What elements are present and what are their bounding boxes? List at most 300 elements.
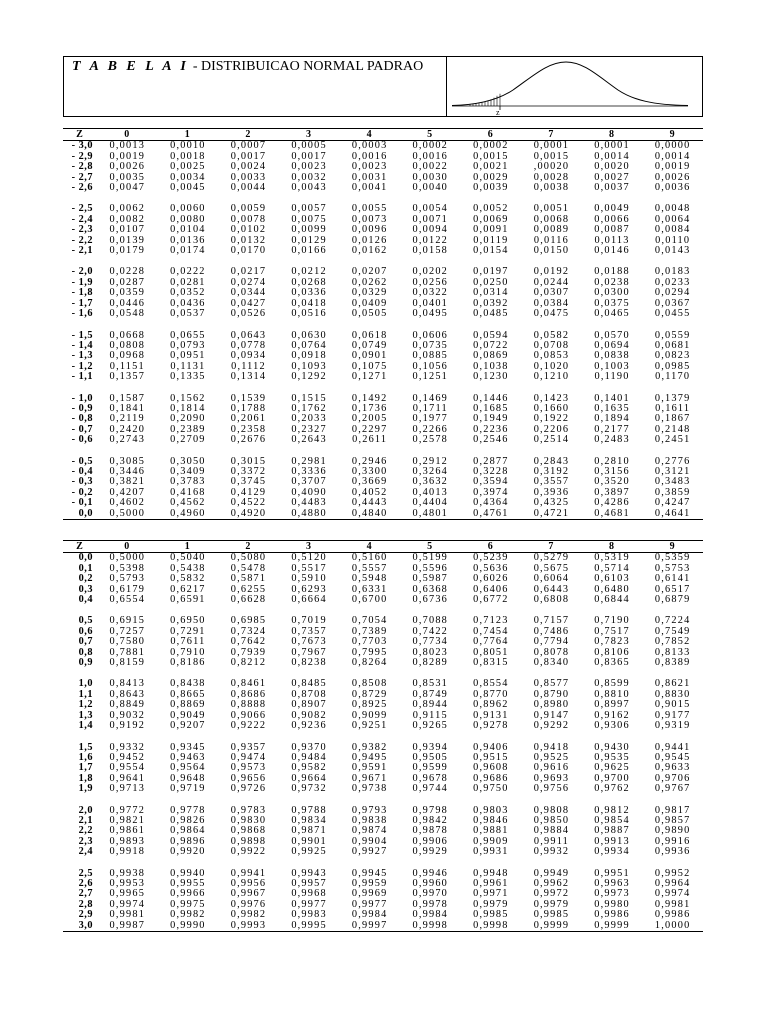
probability-cell: 0,0001 (594, 140, 630, 152)
probability-cell: 0,9998 (461, 921, 522, 932)
probability-cell: 0,5040 (170, 552, 206, 564)
probability-cell: 0,2810 (594, 455, 630, 467)
probability-cell: 0,9887 (594, 825, 630, 837)
probability-cell: 0,0418 (291, 297, 327, 309)
probability-cell: 0,9817 (654, 804, 691, 816)
probability-cell: 0,9931 (473, 846, 509, 858)
probability-cell: 0,0250 (473, 276, 509, 288)
probability-cell: 0,9706 (654, 772, 691, 784)
probability-cell: 0,9591 (351, 762, 388, 774)
z-value-cell: 1,2 (78, 699, 93, 711)
probability-cell: 0,2643 (291, 434, 327, 446)
probability-cell: 0,2709 (170, 434, 206, 446)
probability-cell: 0,9783 (230, 804, 267, 816)
probability-cell: 0,5080 (230, 552, 267, 564)
probability-cell: 0,9970 (412, 888, 449, 900)
probability-cell: 0,9616 (533, 762, 570, 774)
z-value-cell: 2,1 (78, 814, 93, 826)
probability-cell: 0,0016 (351, 150, 388, 162)
probability-cell: 0,1446 (473, 392, 509, 404)
z-value-cell: 1,4 (78, 720, 93, 732)
probability-cell: 0,9162 (594, 709, 630, 721)
probability-cell: 0,0174 (170, 245, 206, 257)
probability-cell: 0,0778 (230, 339, 267, 351)
probability-cell: 0,9945 (351, 867, 388, 879)
group-spacer (63, 732, 703, 743)
probability-cell: 0,0853 (533, 350, 570, 362)
probability-cell: 0,0034 (170, 171, 206, 183)
col-header-3: 3 (279, 541, 340, 553)
probability-cell: 0,4761 (461, 509, 522, 520)
probability-cell: 0,7291 (170, 625, 206, 637)
probability-cell: 0,1020 (533, 360, 570, 372)
probability-cell: 0,6217 (170, 583, 206, 595)
probability-cell: 0,9292 (533, 720, 570, 732)
probability-cell: 0,6406 (473, 583, 509, 595)
probability-cell: 0,9345 (170, 741, 206, 753)
probability-cell: 0,6103 (594, 573, 630, 585)
probability-cell: 0,9918 (109, 846, 146, 858)
probability-cell: 0,7910 (170, 646, 206, 658)
col-header-2: 2 (218, 129, 279, 141)
probability-cell: 0,5120 (291, 552, 327, 564)
probability-cell: 0,4404 (412, 497, 449, 509)
probability-cell: 0,9608 (473, 762, 509, 774)
probability-cell: 0,0823 (654, 350, 691, 362)
probability-cell: 0,0359 (109, 287, 146, 299)
probability-cell: 0,7673 (291, 636, 327, 648)
probability-cell: 0,9452 (109, 751, 146, 763)
probability-cell: 0,9995 (279, 921, 340, 932)
probability-cell: 0,3264 (412, 465, 449, 477)
probability-cell: 0,0409 (351, 297, 388, 309)
probability-cell: 0,0043 (291, 182, 327, 194)
probability-cell: 0,0020 (594, 161, 630, 173)
z-value-cell: - 1,9 (71, 276, 93, 288)
probability-cell: 0,0107 (109, 224, 146, 236)
probability-cell: 0,7852 (654, 636, 691, 648)
col-header-8: 8 (582, 129, 643, 141)
probability-cell: 0,0694 (594, 339, 630, 351)
probability-cell: 0,2514 (533, 434, 570, 446)
probability-cell: 0,9896 (170, 835, 206, 847)
probability-cell: 0,6700 (351, 594, 388, 606)
probability-cell: 0,9251 (351, 720, 388, 732)
z-value-cell: - 2,0 (71, 266, 93, 278)
probability-cell: 0,6179 (109, 583, 146, 595)
probability-cell: 0,5675 (533, 562, 570, 574)
probability-cell: 0,4168 (170, 486, 206, 498)
probability-cell: 0,0268 (291, 276, 327, 288)
probability-cell: 0,0985 (654, 360, 691, 372)
probability-cell: 0,7019 (291, 615, 327, 627)
probability-cell: 0,2981 (291, 455, 327, 467)
probability-cell: 0,0582 (533, 329, 570, 341)
probability-cell: 0,9648 (170, 772, 206, 784)
probability-cell: 0,9977 (351, 898, 388, 910)
probability-cell: 0,9177 (654, 709, 691, 721)
probability-cell: 0,9207 (170, 720, 206, 732)
probability-cell: 0,1401 (594, 392, 630, 404)
probability-cell: 0,2912 (412, 455, 449, 467)
positive-z-table (63, 540, 703, 932)
probability-cell: 0,0722 (473, 339, 509, 351)
table-row (63, 721, 703, 731)
probability-cell: 0,0044 (230, 182, 267, 194)
probability-cell: 0,0708 (533, 339, 570, 351)
probability-cell: 0,9890 (654, 825, 691, 837)
probability-cell: 0,0735 (412, 339, 449, 351)
probability-cell: 0,0019 (654, 161, 691, 173)
z-value-cell: 1,1 (78, 688, 93, 700)
z-value-cell: 0,2 (78, 573, 93, 585)
probability-cell: 0,1230 (473, 371, 509, 383)
group-spacer (63, 795, 703, 806)
probability-cell: 0,0352 (170, 287, 206, 299)
probability-cell: 0,0274 (230, 276, 267, 288)
positive-z-rows (63, 553, 703, 932)
probability-cell: 0,1922 (533, 413, 570, 425)
probability-cell: 0,9564 (170, 762, 206, 774)
probability-cell: 0,0427 (230, 297, 267, 309)
probability-cell: 0,8413 (109, 678, 146, 690)
probability-cell: 0,7054 (351, 615, 388, 627)
probability-cell: 0,0594 (473, 329, 509, 341)
probability-cell: 0,9974 (109, 898, 146, 910)
probability-cell: 0,8944 (412, 699, 449, 711)
probability-cell: 0,9906 (412, 835, 449, 847)
probability-cell: 0,8665 (170, 688, 206, 700)
probability-cell: 0,7995 (351, 646, 388, 658)
probability-cell: 0,5000 (97, 509, 158, 520)
probability-cell: 0,9441 (654, 741, 691, 753)
probability-cell: 0,6985 (230, 615, 267, 627)
probability-cell: 0,9904 (351, 835, 388, 847)
probability-cell: 0,0025 (170, 161, 206, 173)
probability-cell: 0,9997 (339, 921, 400, 932)
table-row (63, 658, 703, 668)
probability-cell: 0,1271 (351, 371, 388, 383)
z-value-cell: - 0,6 (71, 434, 93, 446)
probability-cell: 0,0038 (533, 182, 570, 194)
probability-cell: 0,7580 (109, 636, 146, 648)
z-value-cell: - 2,9 (71, 150, 93, 162)
probability-cell: 0,4602 (109, 497, 146, 509)
probability-cell: 0,0150 (533, 245, 570, 257)
probability-cell: 0,0143 (654, 245, 691, 257)
probability-cell: 0,9850 (533, 814, 570, 826)
probability-cell: 0,5517 (291, 562, 327, 574)
probability-cell: 0,0132 (230, 234, 267, 246)
probability-cell: 0,2877 (473, 455, 509, 467)
probability-cell: 0,0051 (533, 203, 570, 215)
probability-cell: 0,0016 (412, 150, 449, 162)
probability-cell: 0,9726 (230, 783, 267, 795)
probability-cell: 0,1379 (654, 392, 691, 404)
probability-cell: 0,8238 (291, 657, 327, 669)
probability-cell: 0,5239 (473, 552, 509, 564)
probability-cell: 0,4562 (170, 497, 206, 509)
probability-cell: 0,8790 (533, 688, 570, 700)
probability-cell: 0,9975 (170, 898, 206, 910)
probability-cell: 0,1170 (655, 371, 691, 383)
probability-cell: 0,3859 (654, 486, 691, 498)
z-value-cell: 2,3 (78, 835, 93, 847)
z-value-cell: 0,3 (78, 583, 93, 595)
probability-cell: 0,7324 (230, 625, 267, 637)
probability-cell: 0,7764 (473, 636, 509, 648)
probability-cell: 0,2297 (351, 423, 388, 435)
probability-cell: 0,0436 (170, 297, 206, 309)
probability-cell: 0,3050 (170, 455, 206, 467)
probability-cell: 0,0010 (170, 140, 206, 152)
probability-cell: 0,9971 (473, 888, 509, 900)
z-value-cell: 0,0 (78, 552, 93, 564)
probability-cell: 0,9319 (654, 720, 691, 732)
probability-cell: 0,8869 (170, 699, 206, 711)
probability-cell: 0,4013 (412, 486, 449, 498)
probability-cell: 0,7611 (170, 636, 206, 648)
probability-cell: 0,1251 (412, 371, 449, 383)
probability-cell: 0,0367 (654, 297, 691, 309)
z-value-cell: 1,5 (78, 741, 93, 753)
probability-cell: 0,9969 (351, 888, 388, 900)
probability-cell: 0,1292 (291, 371, 327, 383)
probability-cell: 0,9985 (533, 909, 570, 921)
probability-cell: 0,4641 (642, 509, 703, 520)
probability-cell: 0,9864 (170, 825, 206, 837)
probability-cell: 0,9932 (533, 846, 570, 858)
probability-cell: 0,5199 (412, 552, 449, 564)
probability-cell: 0,5871 (230, 573, 267, 585)
probability-cell: 0,6331 (351, 583, 388, 595)
probability-cell: 0,4247 (654, 497, 691, 509)
probability-cell: 0,2389 (170, 423, 206, 435)
probability-cell: 0,8770 (473, 688, 509, 700)
probability-cell: 0,9965 (109, 888, 146, 900)
spacer-cell (63, 383, 703, 394)
probability-cell: 0,0281 (170, 276, 206, 288)
z-value-cell: 0,4 (78, 594, 93, 606)
probability-cell: 0,0170 (230, 245, 267, 257)
probability-cell: 0,0222 (170, 266, 206, 278)
probability-cell: 0,0054 (412, 203, 449, 215)
probability-cell: 0,0262 (351, 276, 388, 288)
probability-cell: 0,0505 (351, 308, 388, 320)
probability-cell: 0,9808 (533, 804, 570, 816)
probability-cell: 0,0129 (291, 234, 327, 246)
probability-cell: 0,5714 (594, 562, 630, 574)
probability-cell: 0,0793 (170, 339, 206, 351)
probability-cell: 0,0212 (291, 266, 327, 278)
probability-cell: 0,9977 (291, 898, 327, 910)
probability-cell: 0,0179 (109, 245, 146, 257)
probability-cell: 0,5398 (109, 562, 146, 574)
probability-cell: 0,9573 (230, 762, 267, 774)
probability-cell: 0,2843 (533, 455, 570, 467)
z-value-cell: - 1,4 (71, 339, 93, 351)
probability-cell: 0,9750 (473, 783, 509, 795)
probability-cell: 0,7703 (351, 636, 388, 648)
probability-cell: 0,9909 (473, 835, 509, 847)
z-value-cell: 2,6 (78, 877, 93, 889)
probability-cell: 0,6026 (473, 573, 509, 585)
probability-cell: 0,9686 (473, 772, 509, 784)
probability-cell: 0,3783 (170, 476, 206, 488)
probability-cell: 0,9738 (351, 783, 388, 795)
probability-cell: 0,2005 (351, 413, 388, 425)
probability-cell: 0,0018 (170, 150, 206, 162)
z-value-cell: - 2,7 (71, 171, 93, 183)
probability-cell: 0,9936 (654, 846, 691, 858)
probability-cell: 0,0021 (473, 161, 509, 173)
probability-cell: 0,0207 (351, 266, 388, 278)
probability-cell: 0,0606 (412, 329, 449, 341)
probability-cell: 0,0559 (654, 329, 691, 341)
probability-cell: 0,9762 (594, 783, 630, 795)
probability-cell: 0,0030 (412, 171, 449, 183)
z-value-cell: - 2,2 (71, 234, 93, 246)
probability-cell: 0,6064 (533, 573, 570, 585)
column-header-row (63, 541, 703, 553)
z-value-cell: 0,6 (78, 625, 93, 637)
z-value-cell: - 0,2 (71, 486, 93, 498)
column-header-row (63, 129, 703, 141)
z-value-cell: - 1,3 (71, 350, 93, 362)
probability-cell: 0,0485 (473, 308, 509, 320)
probability-cell: 0,9788 (291, 804, 327, 816)
probability-cell: 0,9986 (594, 909, 630, 921)
probability-cell: 0,7823 (594, 636, 630, 648)
probability-cell: 0,9984 (351, 909, 388, 921)
probability-cell: 0,0023 (351, 161, 388, 173)
probability-cell: 0,0314 (473, 287, 509, 299)
probability-cell: 0,9920 (170, 846, 206, 858)
probability-cell: 0,0027 (594, 171, 630, 183)
probability-cell: 0,9821 (109, 814, 146, 826)
probability-cell: 0,9049 (170, 709, 206, 721)
probability-cell: 0,9982 (170, 909, 206, 921)
z-value-cell: - 1,8 (71, 287, 93, 299)
probability-cell: 0,1587 (109, 392, 146, 404)
table-row (63, 183, 703, 193)
probability-cell: 0,9515 (473, 751, 509, 763)
probability-cell: 0,0033 (230, 171, 267, 183)
probability-cell: 0,9693 (533, 772, 570, 784)
probability-cell: 0,9032 (109, 709, 146, 721)
z-value-cell: - 1,2 (71, 360, 93, 372)
probability-cell: 0,1003 (594, 360, 630, 372)
probability-cell: 0,9495 (351, 751, 388, 763)
probability-cell: 0,0031 (351, 171, 388, 183)
probability-cell: 0,9525 (533, 751, 570, 763)
probability-cell: 0,0287 (109, 276, 146, 288)
col-header-9: 9 (642, 541, 703, 553)
probability-cell: 0,8508 (351, 678, 388, 690)
probability-cell: 0,0049 (594, 203, 630, 215)
probability-cell: 0,2119 (109, 413, 145, 425)
probability-cell: 0,2061 (230, 413, 267, 425)
probability-cell: 0,0901 (351, 350, 388, 362)
probability-cell: 0,9842 (412, 814, 449, 826)
probability-cell: 0,9236 (291, 720, 327, 732)
probability-cell: 0,9987 (97, 921, 158, 932)
probability-cell: 0,3936 (533, 486, 570, 498)
probability-cell: 0,2177 (594, 423, 630, 435)
probability-cell: 0,1131 (170, 360, 206, 372)
spacer-cell (63, 795, 703, 806)
probability-cell: 0,0122 (412, 234, 449, 246)
probability-cell: 0,1660 (533, 402, 570, 414)
probability-cell: 0,0808 (109, 339, 146, 351)
probability-cell: 0,9625 (594, 762, 630, 774)
probability-cell: 0,1841 (109, 402, 146, 414)
probability-cell: 0,5000 (109, 552, 146, 564)
probability-cell: 0,0344 (230, 287, 267, 299)
probability-cell: 0,9982 (230, 909, 267, 921)
title-cell (64, 57, 447, 116)
probability-cell: 0,3085 (109, 455, 146, 467)
probability-cell: 0,8389 (654, 657, 691, 669)
probability-cell: 0,3707 (291, 476, 327, 488)
bell-curve (452, 62, 688, 106)
probability-cell: 0,0000 (654, 140, 691, 152)
probability-cell: 0,9871 (291, 825, 327, 837)
probability-cell: 0,9838 (351, 814, 388, 826)
probability-cell: 0,0089 (533, 224, 570, 236)
col-header-z: Z (63, 129, 97, 141)
probability-cell: 0,8133 (654, 646, 691, 658)
col-header-8: 8 (582, 541, 643, 553)
probability-cell: 0,9599 (412, 762, 449, 774)
probability-cell: 0,9099 (351, 709, 388, 721)
probability-cell: 0,9878 (412, 825, 449, 837)
probability-cell: 0,0057 (291, 203, 327, 215)
table-row (63, 784, 703, 794)
z-value-cell: - 2,4 (71, 213, 93, 225)
probability-cell: 0,3632 (412, 476, 449, 488)
probability-cell: 0,2033 (291, 413, 327, 425)
probability-cell: 0,7422 (412, 625, 449, 637)
probability-cell: 0,0017 (230, 150, 267, 162)
probability-cell: 0,9582 (291, 762, 327, 774)
probability-cell: 0,4801 (400, 509, 461, 520)
probability-cell: 0,7190 (594, 615, 630, 627)
z-value-cell: - 0,4 (71, 465, 93, 477)
probability-cell: 0,9671 (351, 772, 388, 784)
probability-cell: 0,5279 (533, 552, 570, 564)
probability-cell: 0,0465 (594, 308, 630, 320)
probability-cell: 0,8023 (412, 646, 449, 658)
probability-cell: 0,0099 (291, 224, 327, 236)
probability-cell: 0,3897 (594, 486, 630, 498)
probability-cell: 0,9767 (654, 783, 691, 795)
z-value-cell: - 0,1 (71, 497, 93, 509)
probability-cell: 0,1210 (533, 371, 570, 383)
probability-cell: 0,1357 (109, 371, 146, 383)
probability-cell: 0,9901 (291, 835, 327, 847)
title-tabela: T A B E L A I (72, 59, 189, 74)
probability-cell: 0,6628 (230, 594, 267, 606)
probability-cell: 0,9744 (412, 783, 449, 795)
probability-cell: 0,9893 (109, 835, 146, 847)
probability-cell: 0,1539 (230, 392, 267, 404)
probability-cell: 0,3156 (594, 465, 630, 477)
group-spacer (63, 446, 703, 457)
z-value-cell: 1,7 (78, 762, 93, 774)
probability-cell: 0,9778 (170, 804, 206, 816)
probability-cell: 0,9131 (473, 709, 509, 721)
